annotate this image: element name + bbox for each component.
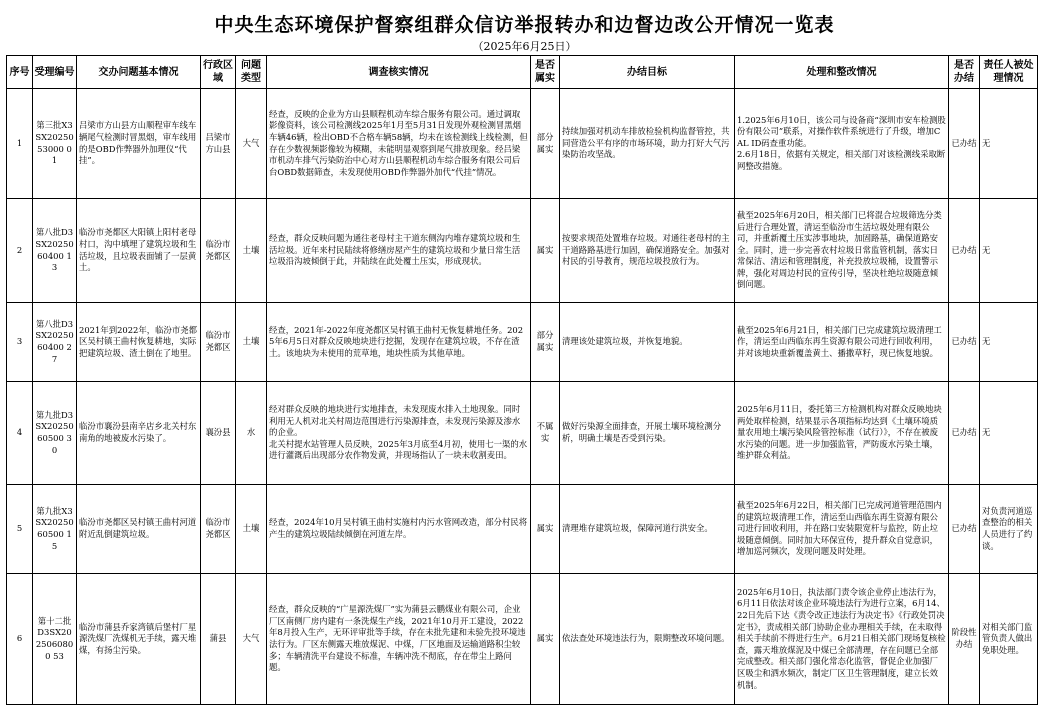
header-type: 问题类型 xyxy=(236,56,267,89)
cell-verified: 不属实 xyxy=(531,382,560,485)
cell-closed: 已办结 xyxy=(949,382,980,485)
cell-responsible: 无 xyxy=(980,89,1038,199)
cell-goal: 清理该处建筑垃圾，并恢复地貌。 xyxy=(560,303,735,382)
header-goal: 办结目标 xyxy=(560,56,735,89)
cell-no: 1 xyxy=(7,89,33,199)
cell-closed: 阶段性办结 xyxy=(949,574,980,705)
page-title: 中央生态环境保护督察组群众信访举报转办和边督边改公开情况一览表 xyxy=(214,14,835,36)
cell-region: 临汾市尧都区 xyxy=(201,303,236,382)
cell-handling: 截至2025年6月21日，相关部门已完成建筑垃圾清理工作，清运至山西临东再生资源有限公司进行回收利用，并对该地块重新覆盖黄土、播撒草籽，现已恢复地貌。 xyxy=(735,303,949,382)
cell-id: 第九批X3SX2025060500 15 xyxy=(33,485,77,574)
cell-investigation: 经查，2021年-2022年度尧都区吴村镇王曲村无恢复耕地任务。2025年6月5日对群众反映地块进行挖掘，发现存在建筑垃圾，不存在渣土。该地块为未使用的荒草地，地块性质为其他草地。 xyxy=(267,303,531,382)
table-row xyxy=(7,382,1038,485)
cell-id: 第八批D3SX2025060400 27 xyxy=(33,303,77,382)
header-no: 序号 xyxy=(7,56,33,89)
cell-investigation: 经查，群众反映的“广星源洗煤厂”实为蒲县云鹏煤业有限公司，企业厂区南侧厂房内建有一条洗煤生产线，2021年10月开工建设，2022年8月投入生产，无环评审批等手续，存在未批先建和未验先投环境违法行为。厂区东侧露天堆放煤泥、中煤，厂区地面及运输道路积尘较多；车辆清洗平台建设不标准，车辆冲洗不彻底，存在带尘上路问题。 xyxy=(267,574,531,705)
cell-type: 水 xyxy=(236,382,267,485)
table-header-row xyxy=(7,56,1038,89)
cell-type: 大气 xyxy=(236,574,267,705)
cell-id: 第十二批D3SX2025060800 53 xyxy=(33,574,77,705)
cell-verified: 属实 xyxy=(531,199,560,303)
cell-no: 2 xyxy=(7,199,33,303)
cell-investigation: 经查，反映的企业为方山县顺程机动车综合服务有限公司。通过调取影像资料，该公司检测线2025年1月至5月31日发现外观检测冒黑烟车辆46辆，检出OBD不合格车辆58辆，均未在该检测线上线检测，但存在少数视频影像较为模糊，未能明显观察到尾气排放现象。经吕梁市机动车排气污染防治中心对方山县顺程机动车综合服务有限公司后台OBD数据筛查，未发现使用OBD作弊器外加代“代挂”情况。 xyxy=(267,89,531,199)
cell-responsible: 对负责河道巡查整治的相关人员进行了约谈。 xyxy=(980,485,1038,574)
cell-verified: 部分属实 xyxy=(531,89,560,199)
cell-goal: 做好污染源全面排查，开展土壤环境检测分析，明确土壤是否受到污染。 xyxy=(560,382,735,485)
cell-region: 蒲县 xyxy=(201,574,236,705)
cell-handling: 1.2025年6月10日，该公司与设备商“深圳市安车检测股份有限公司”联系，对操作软件系统进行了升级，增加CAL ID码查重功能。 2.6月18日，依据有关规定，相关部门对该检测线采取断网整改措施。 xyxy=(735,89,949,199)
cell-investigation: 经查，2024年10月吴村镇王曲村实施村内污水管网改造，部分村民将产生的建筑垃圾陆续倾倒在河道左岸。 xyxy=(267,485,531,574)
cell-type: 土壤 xyxy=(236,199,267,303)
cell-region: 襄汾县 xyxy=(201,382,236,485)
header-verified: 是否属实 xyxy=(531,56,560,89)
cell-issue: 临汾市尧都区吴村镇王曲村河道附近乱倒建筑垃圾。 xyxy=(77,485,201,574)
cell-id: 第八批D3SX2025060400 13 xyxy=(33,199,77,303)
header-region: 行政区域 xyxy=(201,56,236,89)
cell-issue: 2021年到2022年，临汾市尧都区吴村镇王曲村恢复耕地，实际把建筑垃圾、渣土倒在了地里。 xyxy=(77,303,201,382)
cell-issue: 临汾市襄汾县南辛店乡北关村东南角的地被废水污染了。 xyxy=(77,382,201,485)
cell-goal: 按要求规范处置堆存垃圾。对通往老母村的主干道路路基进行加固，确保道路安全。加强对村民的引导教育，规范垃圾投放行为。 xyxy=(560,199,735,303)
cell-responsible: 无 xyxy=(980,199,1038,303)
cell-handling: 截至2025年6月20日，相关部门已将混合垃圾筛选分类后进行合理处置，清运至临汾市生活垃圾处理有限公司，并重新覆土压实涉事地块，加固路基，确保道路安全。同时，进一步完善农村垃圾日常监管机制，落实日常保洁、清运和管理制度，补充投放垃圾桶，设置警示牌，强化对周边村民的宣传引导，坚决杜绝垃圾随意倾倒问题。 xyxy=(735,199,949,303)
cell-handling: 2025年6月11日，委托第三方检测机构对群众反映地块两处取样检测，结果显示各项指标均达到《土壤环境质量农用地土壤污染风险管控标准（试行）》，不存在被废水污染的问题。进一步加强监管，严防废水污染土壤，维护群众利益。 xyxy=(735,382,949,485)
cell-issue: 吕梁市方山县方山顺程审车线车辆尾气检测时冒黑烟，审车线用的是OBD作弊器外加理仪“代挂”。 xyxy=(77,89,201,199)
header-responsible: 责任人被处理情况 xyxy=(980,56,1038,89)
header-handling: 处理和整改情况 xyxy=(735,56,949,89)
petition-table xyxy=(6,55,1038,705)
cell-region: 临汾市尧都区 xyxy=(201,485,236,574)
cell-responsible: 无 xyxy=(980,382,1038,485)
cell-goal: 清理堆存建筑垃圾，保障河道行洪安全。 xyxy=(560,485,735,574)
cell-goal: 持续加强对机动车排放检验机构监督管控，共同营造公平有序的市场环境，助力打好大气污染防治攻坚战。 xyxy=(560,89,735,199)
cell-closed: 已办结 xyxy=(949,485,980,574)
cell-type: 大气 xyxy=(236,89,267,199)
cell-verified: 部分属实 xyxy=(531,303,560,382)
cell-closed: 已办结 xyxy=(949,303,980,382)
cell-id: 第三批X3SX2025053000 01 xyxy=(33,89,77,199)
cell-investigation: 经对群众反映的地块进行实地排查，未发现废水排入土地现象。同时利用无人机对北关村周边范围进行污染源排查，未发现污染源及渗水的企业。 北关村提水站管理人员反映，2025年3月底至4月初，使用七一渠的水进行灌溉后出现部分农作物发黄，并现场指认了一块未收割麦田。 xyxy=(267,382,531,485)
cell-verified: 属实 xyxy=(531,485,560,574)
table-row xyxy=(7,574,1038,705)
cell-handling: 截至2025年6月22日，相关部门已完成河道管理范围内的建筑垃圾清理工作，清运至山西临东再生资源有限公司进行回收利用，并在路口安装限宽杆与监控，防止垃圾随意倾倒。同时加大环保宣传，提升群众自觉意识，增加巡河频次，发现问题及时处理。 xyxy=(735,485,949,574)
cell-goal: 依法查处环境违法行为，限期整改环境问题。 xyxy=(560,574,735,705)
header-investigation: 调查核实情况 xyxy=(267,56,531,89)
cell-issue: 临汾市蒲县乔家湾镇后堡村厂星源洗煤厂洗煤机无手续，露天堆煤，有扬尘污染。 xyxy=(77,574,201,705)
cell-no: 5 xyxy=(7,485,33,574)
cell-region: 吕梁市方山县 xyxy=(201,89,236,199)
header-id: 受理编号 xyxy=(33,56,77,89)
cell-type: 土壤 xyxy=(236,303,267,382)
cell-id: 第九批D3SX2025060500 30 xyxy=(33,382,77,485)
table-row xyxy=(7,485,1038,574)
header-closed: 是否办结 xyxy=(949,56,980,89)
cell-responsible: 对相关部门监管负责人做出免职处理。 xyxy=(980,574,1038,705)
cell-investigation: 经查，群众反映问题为通往老母村主干道东侧沟内堆存建筑垃圾和生活垃圾。近年来村民陆续将修缮房屋产生的建筑垃圾和少量日常生活垃圾沿沟坡倾倒于此，并陆续在此处覆土压实，形成现状。 xyxy=(267,199,531,303)
cell-issue: 临汾市尧都区大阳镇上阳村老母村口，沟中填埋了建筑垃圾和生活垃圾，且垃圾表面铺了一层黄土。 xyxy=(77,199,201,303)
cell-region: 临汾市尧都区 xyxy=(201,199,236,303)
header-issue: 交办问题基本情况 xyxy=(77,56,201,89)
table-row xyxy=(7,89,1038,199)
cell-handling: 2025年6月10日，执法部门责令该企业停止违法行为，6月11日依法对该企业环境违法行为进行立案，6月14、22日先后下达《责令改正违法行为决定书》《行政处罚决定书》，责成相关部门协助企业办理相关手续，在未取得相关手续前不得进行生产。6月21日相关部门现场复核检查，露天堆放煤泥及中煤已全部清理，存在问题已全部完成整改。相关部门强化常态化监管，督促企业加强厂区吸尘和洒水频次，制定厂区卫生管理制度，建立长效机制。 xyxy=(735,574,949,705)
table-row xyxy=(7,303,1038,382)
cell-closed: 已办结 xyxy=(949,89,980,199)
cell-no: 4 xyxy=(7,382,33,485)
cell-closed: 已办结 xyxy=(949,199,980,303)
cell-no: 3 xyxy=(7,303,33,382)
cell-type: 土壤 xyxy=(236,485,267,574)
page-date: （2025年6月25日） xyxy=(472,40,577,53)
cell-verified: 属实 xyxy=(531,574,560,705)
cell-no: 6 xyxy=(7,574,33,705)
cell-responsible: 无 xyxy=(980,303,1038,382)
table-row xyxy=(7,199,1038,303)
